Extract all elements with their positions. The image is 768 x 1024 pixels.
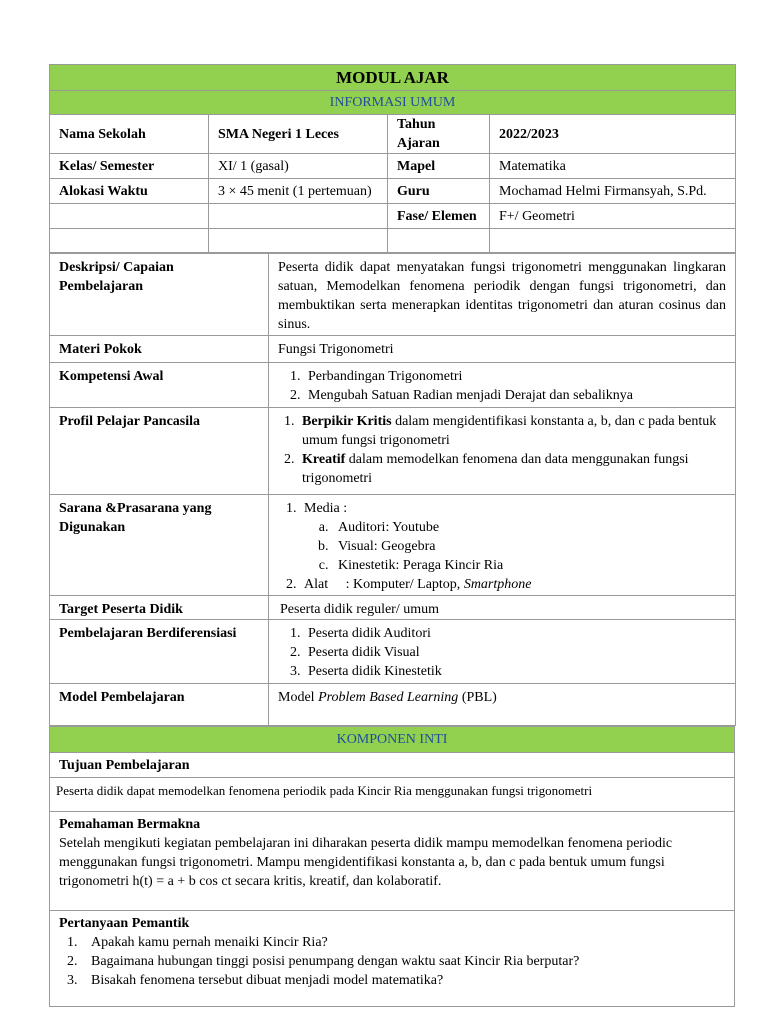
- core-table: [49, 726, 735, 1007]
- list-item: 1. Perbandingan Trigonometri: [304, 367, 726, 386]
- kompetensi-label: Kompetensi Awal: [50, 363, 269, 408]
- profil-bold: Berpikir Kritis: [302, 414, 392, 429]
- model-prefix: Model: [278, 690, 319, 705]
- list-item: a. Auditori: Youtube: [332, 518, 726, 537]
- kompetensi-cell: [269, 363, 736, 408]
- desc-value: Peserta didik dapat menyatakan fungsi trigonometri menggunakan lingkaran satuan, Memodelkan fenomena periodik dengan fungsi trigonometri, dan membuktikan serta menerapkan identitas trigonometri dan aturan cosinus dan sinus.: [269, 254, 736, 336]
- subject-value: Matematika: [490, 154, 736, 179]
- sarana-alat-italic: Smartphone: [463, 577, 532, 592]
- module-title: MODUL AJAR: [50, 65, 736, 91]
- empty-cell: [209, 229, 388, 253]
- list-item: [298, 450, 726, 488]
- target-value: Peserta didik reguler/ umum: [269, 596, 736, 620]
- phase-label: Fase/ Elemen: [388, 204, 490, 229]
- empty-cell: [50, 204, 209, 229]
- module-document: [49, 64, 735, 1007]
- section-title-general: INFORMASI UMUM: [50, 91, 736, 115]
- kompetensi-list: [278, 367, 726, 405]
- tujuan-label: Tujuan Pembelajaran: [50, 753, 735, 778]
- empty-cell: [209, 204, 388, 229]
- pertanyaan-list: [59, 933, 725, 990]
- time-value: 3 × 45 menit (1 pertemuan): [209, 179, 388, 204]
- sarana-label: Sarana &Prasarana yang Digunakan: [50, 495, 269, 596]
- diferensiasi-list: [278, 624, 726, 681]
- list-item: b. Visual: Geogebra: [332, 537, 726, 556]
- diferensiasi-cell: [269, 620, 736, 684]
- list-item: 1. Apakah kamu pernah menaiki Kincir Ria?: [81, 933, 725, 952]
- empty-cell: [490, 229, 736, 253]
- year-label: Tahun Ajaran: [388, 115, 490, 154]
- empty-cell: [50, 229, 209, 253]
- year-value: 2022/2023: [490, 115, 736, 154]
- pemahaman-label: Pemahaman Bermakna: [59, 817, 201, 832]
- list-item: c. Kinestetik: Peraga Kincir Ria: [332, 556, 726, 575]
- school-value: SMA Negeri 1 Leces: [209, 115, 388, 154]
- list-item: 2. Mengubah Satuan Radian menjadi Derajat dan sebaliknya: [304, 386, 726, 405]
- profil-text: dalam memodelkan fenomena dan data menggunakan fungsi trigonometri: [302, 452, 689, 486]
- materi-value: Fungsi Trigonometri: [269, 336, 736, 363]
- list-item: 2. Peserta didik Visual: [304, 643, 726, 662]
- list-item: [300, 499, 726, 575]
- list-item: 3. Bisakah fenomena tersebut dibuat menjadi model matematika?: [81, 971, 725, 990]
- profil-label: Profil Pelajar Pancasila: [50, 408, 269, 495]
- class-value: XI/ 1 (gasal): [209, 154, 388, 179]
- model-italic: Problem Based Learning: [318, 690, 459, 705]
- class-label: Kelas/ Semester: [50, 154, 209, 179]
- profil-text: dalam mengidentifikasi konstanta a, b, dan c pada bentuk umum fungsi trigonometri: [302, 414, 717, 448]
- phase-value: F+/ Geometri: [490, 204, 736, 229]
- desc-label: Deskripsi/ Capaian Pembelajaran: [50, 254, 269, 336]
- time-label: Alokasi Waktu: [50, 179, 209, 204]
- teacher-label: Guru: [388, 179, 490, 204]
- model-suffix: (PBL): [458, 690, 497, 705]
- list-item: [300, 575, 726, 594]
- section-title-core: KOMPONEN INTI: [50, 727, 735, 753]
- list-item: 3. Peserta didik Kinestetik: [304, 662, 726, 681]
- sarana-alat: Alat : Komputer/ Laptop,: [304, 577, 464, 592]
- model-value: [269, 684, 736, 726]
- list-item: 1. Peserta didik Auditori: [304, 624, 726, 643]
- school-label: Nama Sekolah: [50, 115, 209, 154]
- list-item: [298, 412, 726, 450]
- details-table: [49, 253, 736, 726]
- tujuan-value: Peserta didik dapat memodelkan fenomena periodik pada Kincir Ria menggunakan fungsi trigonometri: [50, 778, 735, 812]
- pertanyaan-label: Pertanyaan Pemantik: [59, 916, 190, 931]
- general-info-table: [49, 64, 736, 253]
- profil-bold: Kreatif: [302, 452, 346, 467]
- materi-label: Materi Pokok: [50, 336, 269, 363]
- pertanyaan-cell: [50, 911, 735, 1007]
- subject-label: Mapel: [388, 154, 490, 179]
- pemahaman-cell: [50, 812, 735, 911]
- model-label: Model Pembelajaran: [50, 684, 269, 726]
- sarana-cell: [269, 495, 736, 596]
- pemahaman-value: Setelah mengikuti kegiatan pembelajaran ini diharakan peserta didik mampu memodelkan fenomena periodic menggunakan fungsi trigonometri. Mampu mengidentifikasi konstanta a, b, dan c pada bentuk umum fungsi trigonometri h(t) = a + b cos ct secara kritis, kreatif, dan kolaboratif.: [59, 836, 673, 889]
- profil-cell: [269, 408, 736, 495]
- empty-cell: [388, 229, 490, 253]
- sarana-list: [278, 499, 726, 594]
- teacher-value: Mochamad Helmi Firmansyah, S.Pd.: [490, 179, 736, 204]
- profil-list: [278, 412, 726, 488]
- list-item: 2. Bagaimana hubungan tinggi posisi penumpang dengan waktu saat Kincir Ria berputar?: [81, 952, 725, 971]
- media-list: [304, 518, 726, 575]
- sarana-media: Media :: [304, 501, 348, 516]
- target-label: Target Peserta Didik: [50, 596, 269, 620]
- diferensiasi-label: Pembelajaran Berdiferensiasi: [50, 620, 269, 684]
